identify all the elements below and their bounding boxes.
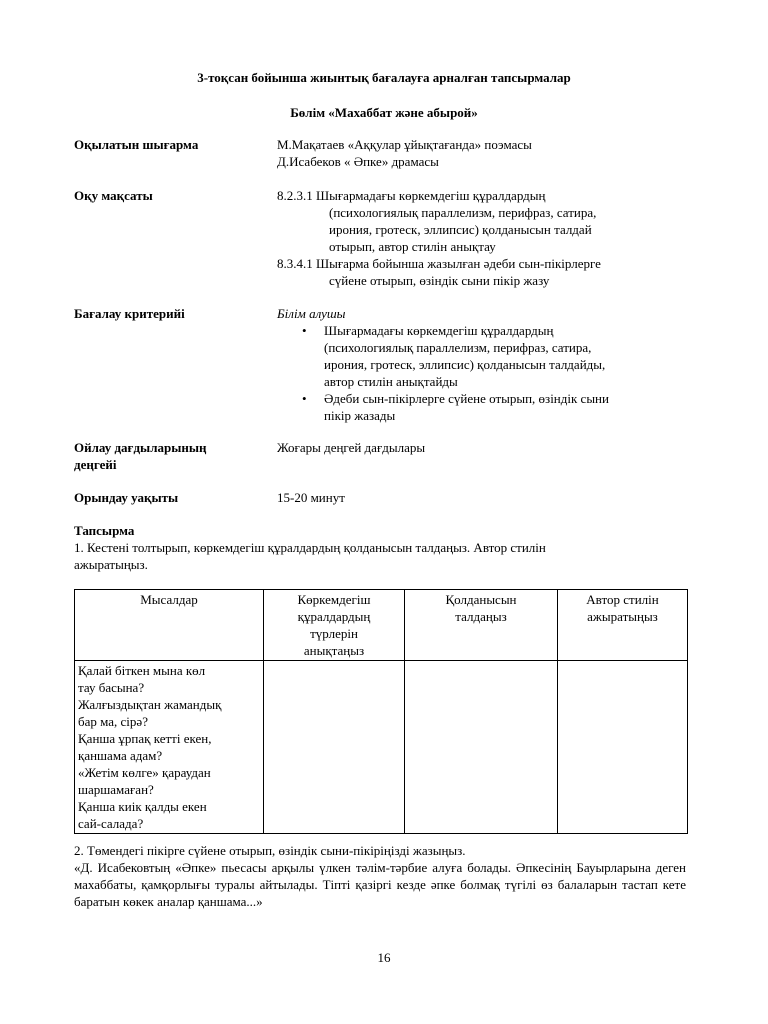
- quote-paragraph: «Д. Исабековтың «Әпке» пьесасы арқылы үлкен тәлім-тәрбие алуға болады. Әпкесінің Бауырларына деген махаббаты, қамқорлығы туралы айтылады. Тіпті қазіргі кезде әпке болмақ түгілі өз балаларын тастап кете баратын көкек аналар қаншама...»: [74, 860, 686, 909]
- header-line: түрлерін: [310, 626, 358, 641]
- document-title: 3-тоқсан бойынша жиынтық бағалауға арналған тапсырмалар: [197, 70, 571, 85]
- header-line: Автор стилін: [586, 592, 659, 607]
- objectives-value: [277, 187, 697, 289]
- header-line: Мысалдар: [140, 592, 198, 607]
- thinking-label-line: деңгейі: [74, 457, 117, 472]
- criteria-list: [277, 322, 697, 424]
- objectives-label: Оқу мақсаты: [74, 188, 153, 203]
- author-style-cell[interactable]: [558, 661, 688, 834]
- criteria-line: • Әдеби сын-пікірлерге сүйене отырып, өзіндік сыни: [324, 391, 609, 406]
- thinking-label-line: Ойлау дағдыларының: [74, 440, 207, 455]
- criteria-intro: Білім алушы: [277, 306, 346, 321]
- criteria-label: Бағалау критерийі: [74, 306, 185, 321]
- criteria-line: • Шығармадағы көркемдегіш құралдардың: [324, 323, 554, 338]
- objective-line: сүйене отырып, өзіндік сыни пікір жазу: [329, 273, 550, 288]
- reading-value: [277, 136, 697, 170]
- table-header-row: [75, 590, 688, 661]
- example-line: тау басына?: [78, 680, 145, 695]
- header-line: Қолданысын: [445, 592, 517, 607]
- example-line: Қанша киік қалды екен: [78, 799, 207, 814]
- section-title: Бөлім «Махаббат және абырой»: [290, 105, 478, 120]
- example-line: Қанша ұрпақ кетті екен,: [78, 731, 212, 746]
- table-header-cell: [264, 590, 405, 661]
- table-header-cell: [75, 590, 264, 661]
- criteria-bullet: [277, 322, 697, 390]
- reading-line: Д.Исабеков « Әпке» драмасы: [277, 154, 439, 169]
- task-item-2: 2. Төмендегі пікірге сүйене отырып, өзіндік сыни-пікіріңізді жазыңыз.: [74, 843, 466, 858]
- example-line: Қалай біткен мына көл: [78, 663, 206, 678]
- header-line: талдаңыз: [455, 609, 507, 624]
- criteria-line: пікір жазады: [324, 408, 396, 423]
- task-item-1-line: ажыратыңыз.: [74, 557, 148, 572]
- header-line: құралдардың: [297, 609, 371, 624]
- example-line: шаршамаған?: [78, 782, 154, 797]
- criteria-line: (психологиялық параллелизм, перифраз, сатира,: [324, 340, 592, 355]
- reading-line: М.Мақатаев «Аққулар ұйықтағанда» поэмасы: [277, 137, 532, 152]
- task-item-1: [74, 539, 686, 573]
- table-header-cell: [405, 590, 558, 661]
- objective-line: (психологиялық параллелизм, перифраз, сатира,: [329, 205, 597, 220]
- criteria-line: автор стилін анықтайды: [324, 374, 458, 389]
- time-value: 15-20 минут: [277, 490, 345, 505]
- table-row: [75, 661, 688, 834]
- table-header-cell: [558, 590, 688, 661]
- header-line: ажыратыңыз: [587, 609, 658, 624]
- criteria-bullet: [277, 390, 697, 424]
- objective-line: 8.2.3.1 Шығармадағы көркемдегіш құралдардың: [277, 188, 546, 203]
- example-line: сай-салада?: [78, 816, 144, 831]
- objective-line: 8.3.4.1 Шығарма бойынша жазылған әдеби сын-пікірлерге: [277, 256, 601, 271]
- task-item-1-line: 1. Кестені толтырып, көркемдегіш құралдардың қолданысын талдаңыз. Автор стилін: [74, 540, 546, 555]
- example-line: қаншама адам?: [78, 748, 163, 763]
- task-heading: Тапсырма: [74, 523, 135, 538]
- example-line: Жалғыздықтан жамандық: [78, 697, 222, 712]
- header-line: Көркемдегіш: [297, 592, 371, 607]
- example-cell: [75, 661, 264, 834]
- thinking-value: Жоғары деңгей дағдылары: [277, 440, 426, 455]
- example-line: бар ма, сірә?: [78, 714, 148, 729]
- device-type-cell[interactable]: [264, 661, 405, 834]
- header-line: анықтаңыз: [303, 643, 365, 658]
- thinking-label: [74, 439, 264, 473]
- objective-line: отырып, автор стилін анықтау: [329, 239, 496, 254]
- reading-label: Оқылатын шығарма: [74, 137, 199, 152]
- page-number: 16: [377, 950, 391, 965]
- objective-line: ирония, гротеск, эллипсис) қолданысын талдай: [329, 222, 592, 237]
- criteria-line: ирония, гротеск, эллипсис) қолданысын талдайды,: [324, 357, 606, 372]
- example-line: «Жетім көлге» қараудан: [78, 765, 211, 780]
- time-label: Орындау уақыты: [74, 490, 179, 505]
- analysis-table: [74, 589, 688, 834]
- usage-analysis-cell[interactable]: [405, 661, 558, 834]
- criteria-value: [277, 305, 697, 424]
